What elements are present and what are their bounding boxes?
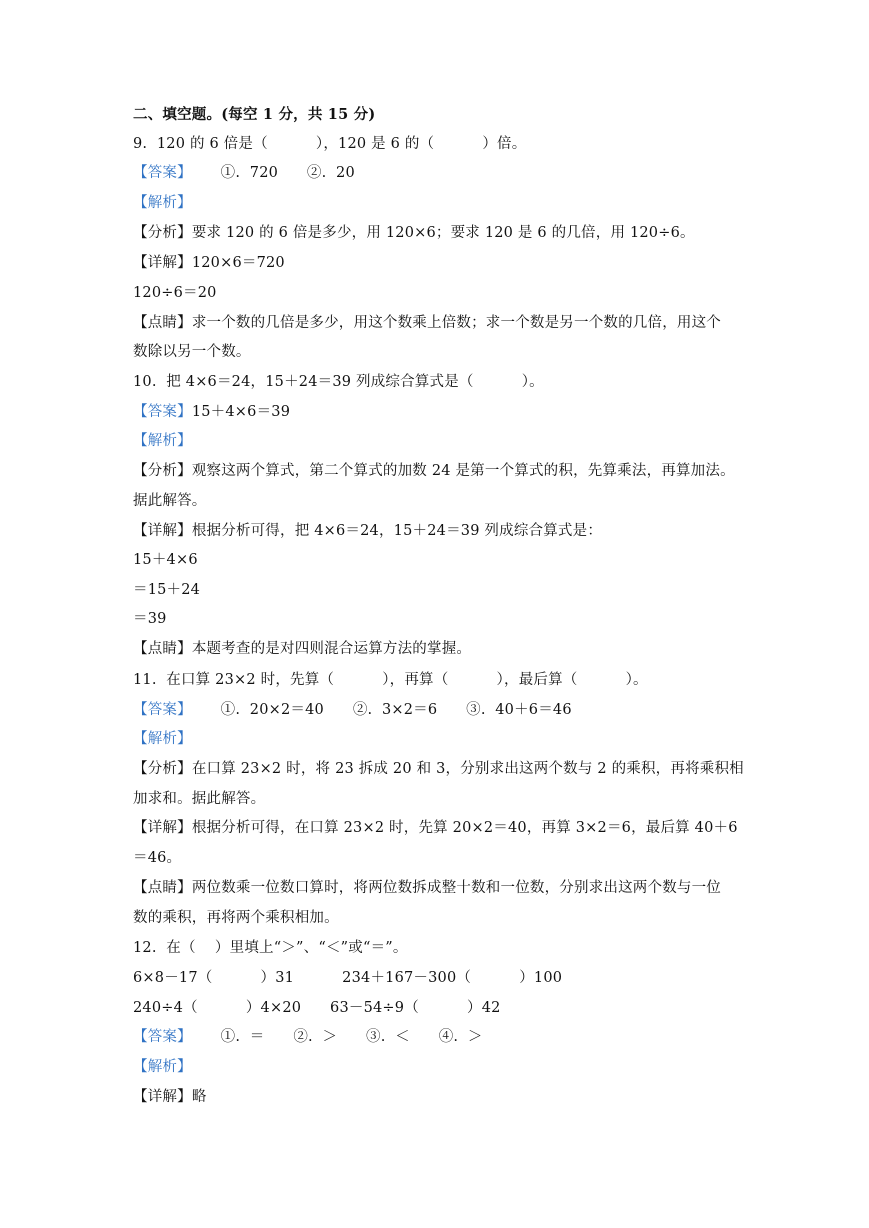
- question-12: 12. 在（ ）里填上“＞”、“＜”或“＝”。: [133, 940, 408, 956]
- q10-analysis-tag: 【解析】: [133, 433, 192, 449]
- q12-answer-line: [133, 1024, 483, 1050]
- answer-tag: 【答案】: [133, 1029, 192, 1045]
- xiangjie-tag: 【详解】: [133, 820, 192, 836]
- xiangjie-tag: 【详解】: [133, 1089, 192, 1105]
- q12-analysis-tag: 【解析】: [133, 1059, 192, 1075]
- q11-answer-line: [133, 697, 572, 723]
- q9-xiangjie-1: 120×6＝720: [191, 255, 285, 271]
- q11-dianjing-line: [133, 875, 721, 901]
- q10-answer-line: [133, 399, 290, 425]
- q9-dianjing-2: 数除以另一个数。: [133, 344, 251, 360]
- q11-answer: ①. 20×2＝40 ②. 3×2＝6 ③. 40＋6＝46: [191, 702, 572, 718]
- answer-tag: 【答案】: [133, 702, 192, 718]
- q9-xiangjie-line: [133, 250, 285, 276]
- q11-xiangjie-2: ＝46。: [133, 850, 182, 866]
- q9-analysis-tag: 【解析】: [133, 195, 192, 211]
- question-9: 9. 120 的 6 倍是（ ），120 是 6 的（ ）倍。: [133, 136, 527, 152]
- q10-xiangjie: 根据分析可得，把 4×6＝24，15＋24＝39 列成综合算式是：: [191, 523, 603, 539]
- q9-dianjing-line: [133, 310, 721, 336]
- q10-fenxi-2: 据此解答。: [133, 493, 207, 509]
- fenxi-tag: 【分析】: [133, 225, 192, 241]
- section-title: 二、填空题。(每空 1 分，共 15 分): [133, 106, 376, 123]
- q10-fenxi-line: [133, 458, 735, 484]
- q11-fenxi-2: 加求和。据此解答。: [133, 791, 266, 807]
- q12-answer: ①. ＝ ②. ＞ ③. ＜ ④. ＞: [191, 1029, 483, 1045]
- q9-answer-line: [133, 160, 355, 186]
- q9-fenxi: 要求 120 的 6 倍是多少，用 120×6；要求 120 是 6 的几倍，用 120÷6。: [191, 225, 695, 241]
- q9-answer: ①. 720 ②. 20: [191, 165, 355, 181]
- answer-tag: 【答案】: [133, 165, 192, 181]
- q10-step-2: ＝15＋24: [133, 582, 201, 598]
- q11-dianjing-2: 数的乘积，再将两个乘积相加。: [133, 910, 339, 926]
- dianjing-tag: 【点睛】: [133, 315, 192, 331]
- xiangjie-tag: 【详解】: [133, 255, 192, 271]
- q12-row-2: 240÷4（ ）4×20 63－54÷9（ ）42: [133, 1000, 501, 1016]
- fenxi-tag: 【分析】: [133, 761, 192, 777]
- q12-xiangjie-line: [133, 1084, 207, 1110]
- q10-step-3: ＝39: [133, 611, 167, 627]
- q10-dianjing-line: [133, 636, 471, 662]
- q11-dianjing-1: 两位数乘一位数口算时，将两位数拆成整十数和一位数，分别求出这两个数与一位: [191, 880, 722, 896]
- q11-xiangjie-line: [133, 815, 738, 841]
- q10-dianjing: 本题考查的是对四则混合运算方法的掌握。: [191, 641, 472, 657]
- q11-fenxi-1: 在口算 23×2 时，将 23 拆成 20 和 3，分别求出这两个数与 2 的乘积，再将乘积相: [191, 761, 744, 777]
- xiangjie-tag: 【详解】: [133, 523, 192, 539]
- dianjing-tag: 【点睛】: [133, 880, 192, 896]
- q12-row-1: 6×8－17（ ）31 234＋167－300（ ）100: [133, 970, 563, 986]
- fenxi-tag: 【分析】: [133, 463, 192, 479]
- q11-analysis-tag: 【解析】: [133, 731, 192, 747]
- q11-fenxi-line: [133, 756, 744, 782]
- q11-xiangjie-1: 根据分析可得，在口算 23×2 时，先算 20×2＝40，再算 3×2＝6，最后算 40＋6: [191, 820, 738, 836]
- answer-tag: 【答案】: [133, 404, 192, 420]
- q10-xiangjie-line: [133, 518, 602, 544]
- q10-step-1: 15＋4×6: [133, 552, 198, 568]
- q9-fenxi-line: [133, 220, 695, 246]
- q12-xiangjie: 略: [191, 1089, 207, 1105]
- q10-answer: 15＋4×6＝39: [191, 404, 291, 420]
- q10-fenxi-1: 观察这两个算式，第二个算式的加数 24 是第一个算式的积，先算乘法，再算加法。: [191, 463, 735, 479]
- question-11: 11. 在口算 23×2 时，先算（ ），再算（ ），最后算（ ）。: [133, 672, 648, 688]
- question-10: 10. 把 4×6＝24，15＋24＝39 列成综合算式是（ ）。: [133, 374, 544, 390]
- dianjing-tag: 【点睛】: [133, 641, 192, 657]
- q9-dianjing-1: 求一个数的几倍是多少，用这个数乘上倍数；求一个数是另一个数的几倍，用这个: [191, 315, 722, 331]
- q9-xiangjie-2: 120÷6＝20: [133, 285, 217, 301]
